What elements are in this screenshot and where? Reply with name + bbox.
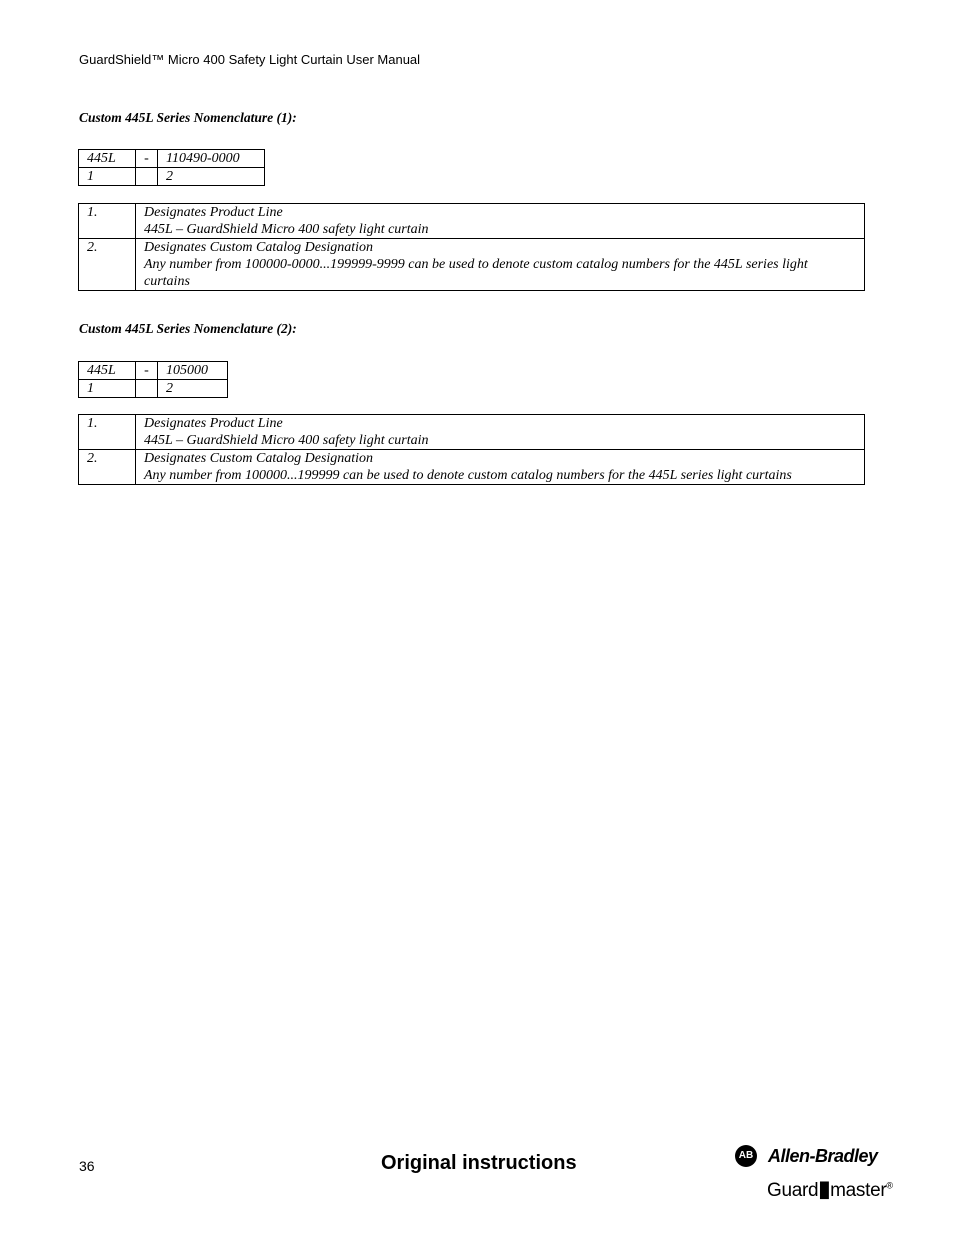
description-line: Designates Custom Catalog Designation [144, 240, 374, 255]
table-row [79, 239, 865, 291]
description-table-2 [78, 414, 865, 485]
description-table-1 [78, 203, 865, 291]
ab-badge-icon: AB [735, 1145, 757, 1167]
running-header: GuardShield™ Micro 400 Safety Light Curtain User Manual [79, 52, 421, 67]
allen-bradley-logo [735, 1145, 880, 1169]
catalog-code-table-1 [78, 149, 265, 186]
page-number: 36 [79, 1158, 95, 1174]
item-number: 2. [79, 450, 136, 485]
code-cell: - [136, 362, 158, 380]
description-line: Designates Custom Catalog Designation [144, 451, 374, 466]
description-line: 445L – GuardShield Micro 400 safety light curtain [144, 222, 429, 237]
position-cell: 2 [158, 380, 228, 398]
code-cell: 105000 [158, 362, 228, 380]
code-cell: 445L [79, 150, 136, 168]
item-description [136, 415, 865, 450]
table-row [79, 362, 228, 380]
section-title-1: Custom 445L Series Nomenclature (1): [79, 110, 297, 125]
item-number: 1. [79, 415, 136, 450]
position-cell [136, 380, 158, 398]
position-cell: 1 [79, 168, 136, 186]
code-cell: 110490-0000 [158, 150, 265, 168]
table-row [79, 204, 865, 239]
table-row [79, 380, 228, 398]
section-title-2: Custom 445L Series Nomenclature (2): [79, 321, 297, 336]
description-line: Any number from 100000-0000...199999-9999 can be used to denote custom catalog numbers for the 445L series light curtains [144, 257, 808, 289]
item-number: 1. [79, 204, 136, 239]
sub-brand-right: master [830, 1180, 887, 1201]
person-figure-icon: ▮ [818, 1176, 831, 1201]
table-row [79, 150, 265, 168]
sub-brand-left: Guard [767, 1180, 819, 1201]
description-line: Any number from 100000...199999 can be used to denote custom catalog numbers for the 445L series light curtains [144, 468, 792, 483]
table-row [79, 168, 265, 186]
item-description [136, 204, 865, 239]
code-cell: - [136, 150, 158, 168]
position-cell: 2 [158, 168, 265, 186]
table-row [79, 450, 865, 485]
item-description [136, 239, 865, 291]
item-number: 2. [79, 239, 136, 291]
guardmaster-logo [767, 1176, 893, 1202]
brand-name: Allen-Bradley [768, 1146, 878, 1166]
position-cell [136, 168, 158, 186]
position-cell: 1 [79, 380, 136, 398]
catalog-code-table-2 [78, 361, 228, 398]
description-line: 445L – GuardShield Micro 400 safety light curtain [144, 433, 429, 448]
footer-title: Original instructions [381, 1152, 577, 1174]
registered-mark: ® [886, 1180, 893, 1191]
item-description [136, 450, 865, 485]
table-row [79, 415, 865, 450]
code-cell: 445L [79, 362, 136, 380]
description-line: Designates Product Line [144, 205, 283, 220]
description-line: Designates Product Line [144, 416, 283, 431]
